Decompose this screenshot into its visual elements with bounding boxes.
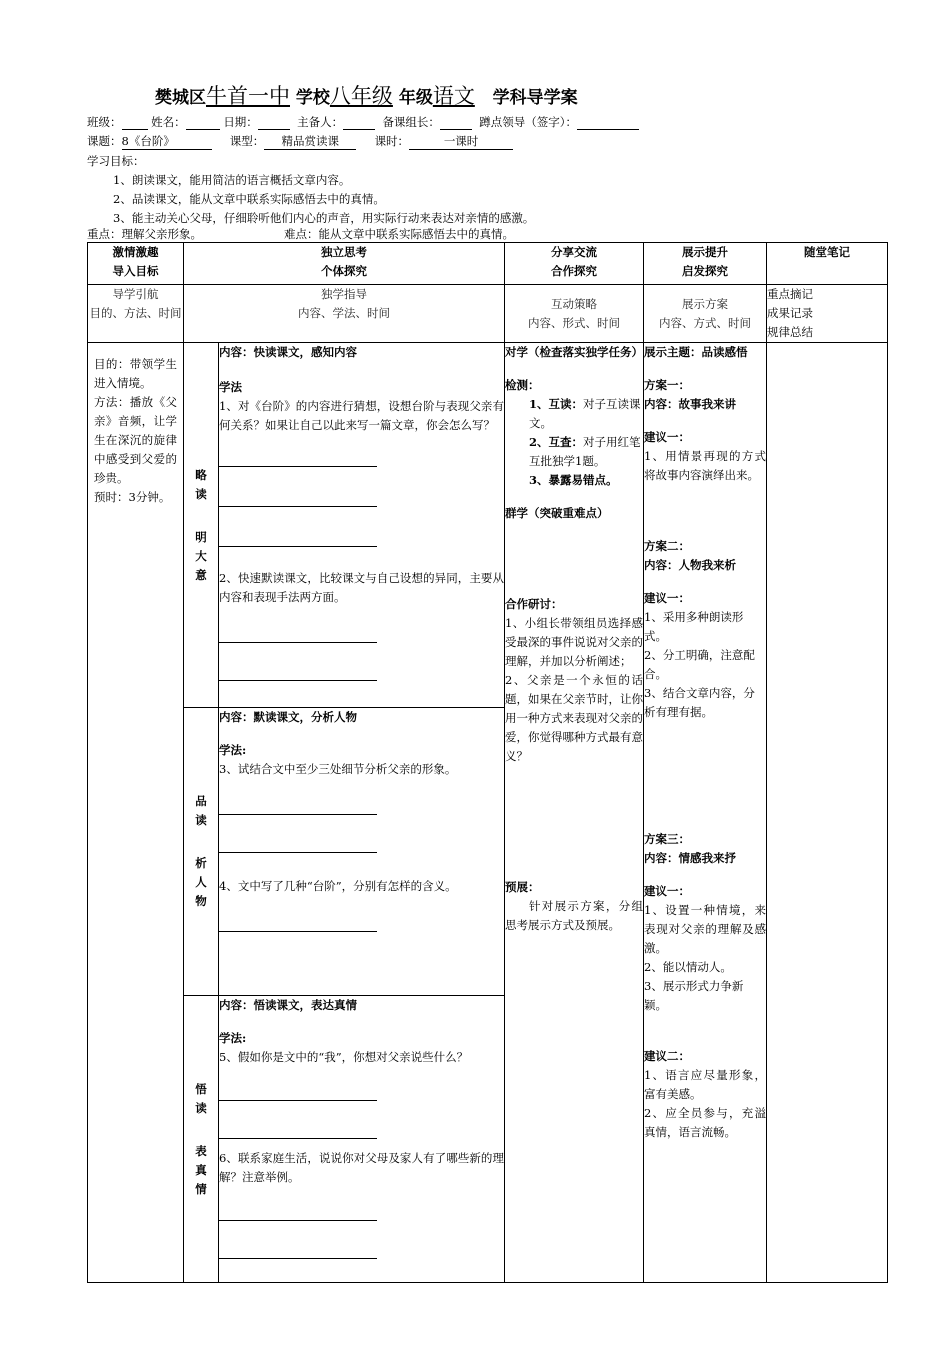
showcase-cell: 展示主题：品读感悟 方案一： 内容：故事我来讲 建议一： 1、用情景再现的方式将故事内容演绎出来。 方案二： 内容：人物我来析 建议一： 1、采用多种朗读形式。 2、分工明确，注意配合。 3、结合文章内容，分析有理有据。 方案三： 内容：情感我来抒 建议一： 1、设置一种情境，来表现对父亲的理解及感激。 2、能以情动人。 3、展示形式力争新颖。 建议二： 1、语言应尽量形象，富有美感。 2、应全员参与，充溢真情，语言流畅。 bbox=[644, 343, 767, 1283]
answer-line[interactable] bbox=[219, 1257, 377, 1259]
stage-content: 内容：悟读课文，表达真情 学法: 5、假如你是文中的“我”，你想对父亲说些什么？ 6、联系家庭生活，说说你对父母及家人有了哪些新的理解？注意举例。 bbox=[219, 996, 505, 1283]
notes-cell[interactable] bbox=[767, 343, 888, 1283]
subheader-guide: 导学引航 目的、方法、时间 bbox=[88, 285, 184, 343]
header-individual: 独立思考 个体探究 bbox=[184, 243, 505, 285]
study-table bbox=[87, 242, 888, 1283]
stage-content: 内容：默读课文，分析人物 学法: 3、试结合文中至少三处细节分析父亲的形象。 4、文中写了几种“台阶”，分别有怎样的含义。 bbox=[219, 708, 505, 996]
stage-label: 略读 明大意 bbox=[184, 343, 219, 708]
subheader-notes: 重点摘记 成果记录 规律总结 bbox=[767, 285, 888, 343]
lesson-line: 课题：8《台阶》 课型： 精品赏读课 课时： 一课时 bbox=[87, 133, 513, 150]
learning-goals: 学习目标： 1、朗读课文，能用简洁的语言概括文章内容。 2、品读课文，能从文章中联系实际感悟去中的真情。 3、能主动关心父母，仔细聆听他们内心的声音，用实际行动来表达对亲情的感激。 bbox=[87, 154, 535, 225]
stage-label: 悟读 表真情 bbox=[184, 996, 219, 1283]
page-title: 樊城区牛首一中 学校八年级 年级语文 学科导学案 bbox=[155, 84, 578, 108]
cooperation-cell: 对学（检查落实独学任务） 检测： 1、互读：对子互读课文。 2、互查：对子用红笔互批独学1题。 3、暴露易错点。 群学（突破重难点） 合作研讨： 1、小组长带领组员选择感受最深的事件说说对父亲的理解，并加以分析阐述； 2、父亲是一个永恒的话题，如果在父亲节时，让你用一种方式来表现对父亲的爱，你觉得哪种方式最有意义？ 预展： 针对展示方案，分组思考展示方式及预展。 bbox=[505, 343, 644, 1283]
answer-line[interactable] bbox=[219, 679, 377, 681]
stage-content: 内容：快读课文，感知内容 学法 1、对《台阶》的内容进行猜想，设想台阶与表现父亲有何关系？如果让自己以此来写一篇文章，你会怎么写？ 2、快速默读课文，比较课文与自己设想的异同，主要从内容和表现手法两方面。 bbox=[219, 343, 505, 708]
subheader-interaction: 互动策略 内容、形式、时间 bbox=[505, 285, 644, 343]
header-showcase: 展示提升 启发探究 bbox=[644, 243, 767, 285]
key-points: 重点：理解父亲形象。 难点：能从文章中联系实际感悟去中的真情。 bbox=[87, 227, 514, 241]
header-cooperation: 分享交流 合作探究 bbox=[505, 243, 644, 285]
subheader-plan: 展示方案 内容、方式、时间 bbox=[644, 285, 767, 343]
answer-line[interactable] bbox=[219, 930, 377, 932]
stage-label: 品读 析人物 bbox=[184, 708, 219, 996]
header-notes: 随堂笔记 bbox=[767, 243, 888, 285]
intro-cell: 目的：带领学生进入情境。 方法：播放《父亲》音频，让学生在深沉的旋律中感受到父爱的珍贵。 预时：3分钟。 bbox=[88, 343, 184, 1283]
info-line: 班级： 姓名： 日期： 主备人： 备课组长： 蹲点领导（签字）： bbox=[87, 114, 639, 130]
subheader-self-study: 独学指导 内容、学法、时间 bbox=[184, 285, 505, 343]
header-intro: 激情激趣 导入目标 bbox=[88, 243, 184, 285]
